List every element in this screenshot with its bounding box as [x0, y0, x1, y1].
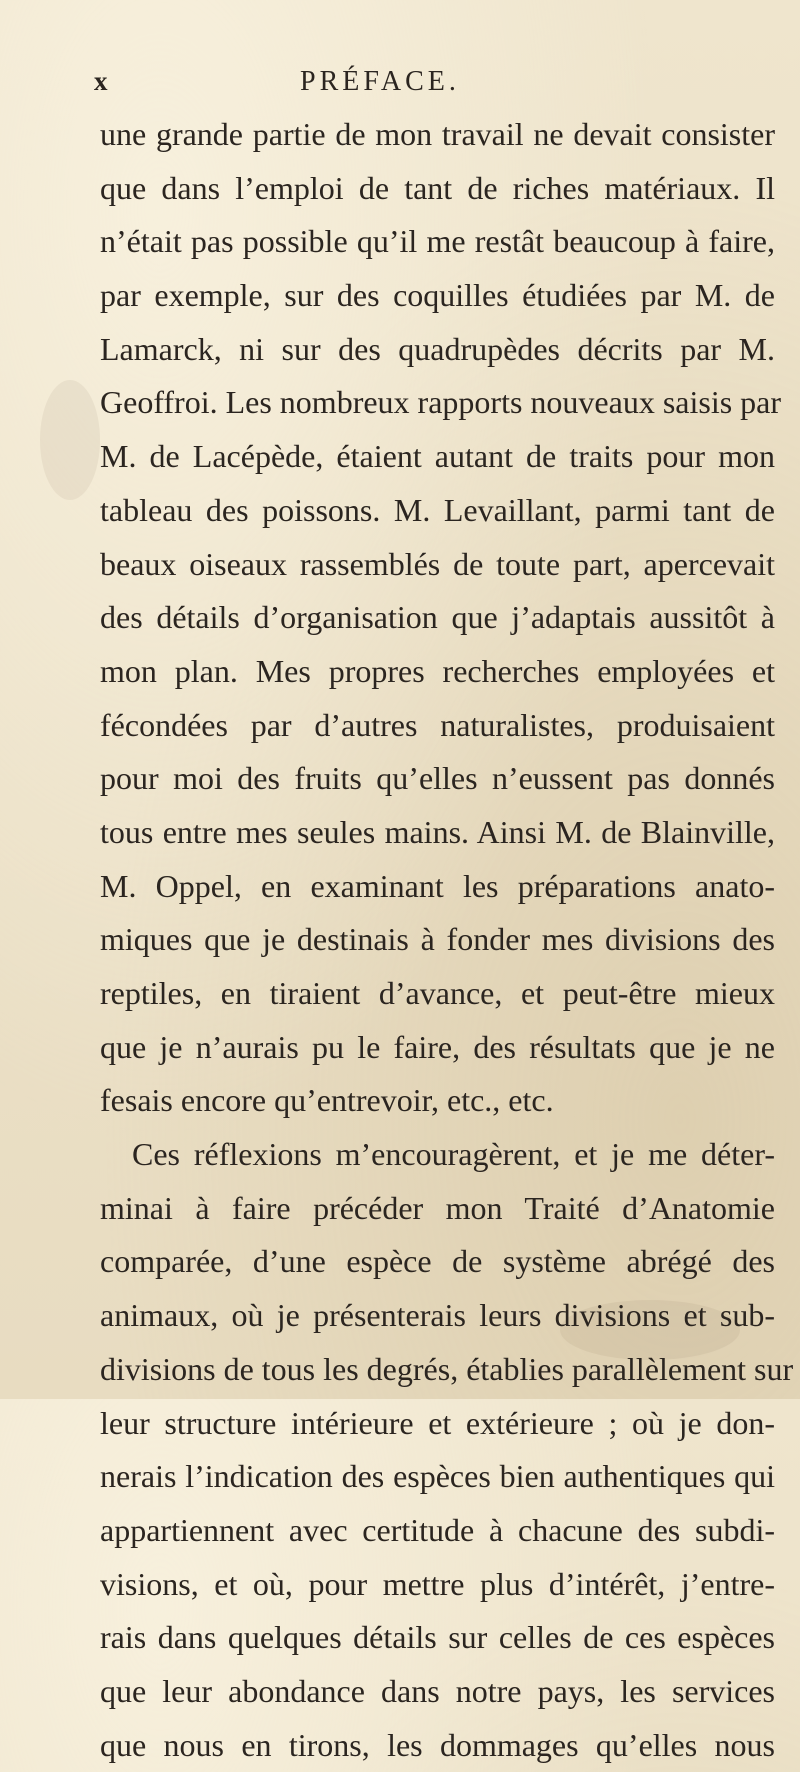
text-line: que nous en tirons, les dommages qu’elles nous — [100, 1726, 775, 1763]
text-line: M. de Lacépède, étaient autant de traits pour mon — [100, 438, 775, 475]
paragraph-end-line: fesais encore qu’entrevoir, etc., etc. — [100, 1082, 554, 1119]
text-line: miques que je destinais à fonder mes divisions des — [100, 921, 775, 958]
text-line: par exemple, sur des coquilles étudiées par M. de — [100, 277, 775, 314]
text-line: nerais l’indication des espèces bien authentiques qui — [100, 1458, 775, 1495]
text-line: animaux, où je présenterais leurs divisions et sub- — [100, 1297, 775, 1334]
text-line: reptiles, en tiraient d’avance, et peut-être mieux — [100, 975, 775, 1011]
text-line: visions, et où, pour mettre plus d’intérêt, j’entre- — [100, 1565, 775, 1602]
text-line: leur structure intérieure et extérieure ; où je don- — [100, 1404, 775, 1441]
text-line: appartiennent avec certitude à chacune des subdi- — [100, 1511, 775, 1548]
text-line: Lamarck, ni sur des quadrupèdes décrits par M. — [100, 330, 775, 367]
text-line: beaux oiseaux rassemblés de toute part, apercevait — [100, 545, 775, 582]
text-line: divisions de tous les degrés, établies parallèlement sur — [100, 1350, 794, 1387]
text-line: fécondées par d’autres naturalistes, produisaient — [100, 706, 775, 743]
text-line: que dans l’emploi de tant de riches matériaux. Il — [100, 169, 775, 206]
text-line: pour moi des fruits qu’elles n’eussent pas donnés — [100, 760, 775, 797]
paper-stain — [40, 380, 100, 500]
text-line: minai à faire précéder mon Traité d’Anatomie — [100, 1189, 775, 1226]
text-line: mon plan. Mes propres recherches employées et — [100, 652, 775, 689]
paragraph-start-line: Ces réflexions m’encouragèrent, et je me déter- — [132, 1136, 775, 1173]
text-line: rais dans quelques détails sur celles de ces espèces — [100, 1619, 775, 1656]
running-title: PRÉFACE. — [300, 66, 460, 97]
text-line: des détails d’organisation que j’adaptais aussitôt à — [100, 599, 775, 636]
text-line: tableau des poissons. M. Levaillant, parmi tant de — [100, 491, 775, 528]
text-line: que je n’aurais pu le faire, des résultats que je ne — [100, 1028, 775, 1065]
text-line: que leur abondance dans notre pays, les services — [100, 1672, 775, 1709]
text-line: M. Oppel, en examinant les préparations anato- — [100, 867, 775, 904]
text-line: une grande partie de mon travail ne devait consister — [100, 116, 775, 152]
text-line: tous entre mes seules mains. Ainsi M. de Blainville, — [100, 813, 775, 850]
page-header — [0, 66, 800, 106]
body-text — [100, 108, 794, 1772]
text-line: Geoffroi. Les nombreux rapports nouveaux saisis par — [100, 384, 782, 421]
text-line: comparée, d’une espèce de système abrégé des — [100, 1243, 775, 1280]
page-number: x — [94, 66, 109, 96]
text-line: n’était pas possible qu’il me restât beaucoup à faire, — [100, 223, 775, 260]
